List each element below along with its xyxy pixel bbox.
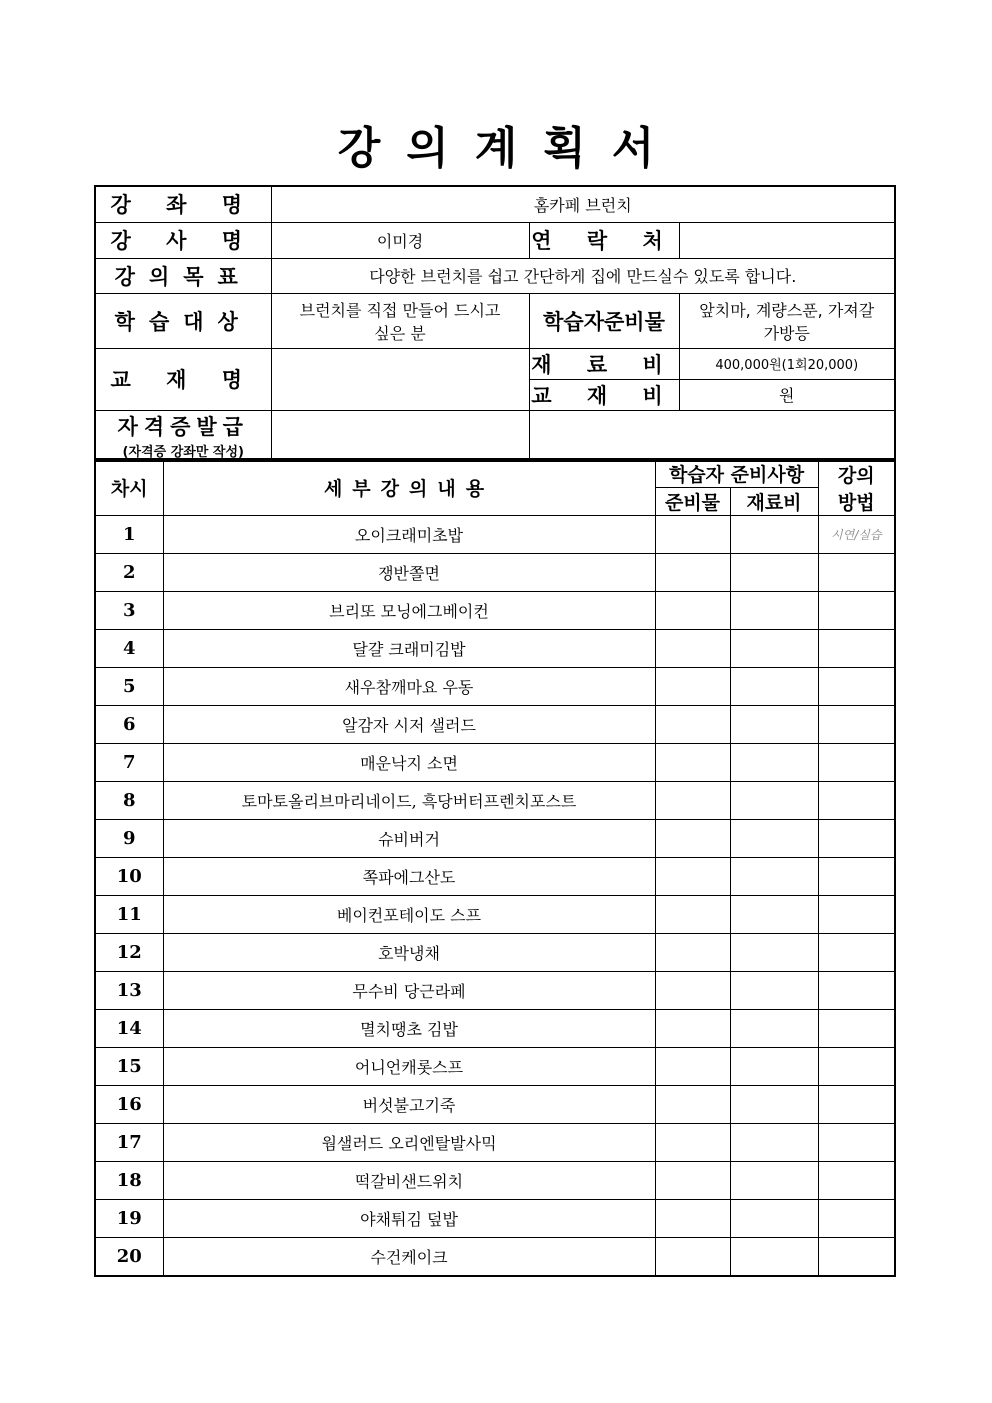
table-row [95,934,895,972]
table-row [95,1200,895,1238]
material-fee-cell [730,1124,818,1162]
goal-value: 다양한 브런치를 쉽고 간단하게 집에 만드실수 있도록 합니다. [271,258,895,293]
session-number: 19 [95,1200,163,1238]
material-fee-cell [730,934,818,972]
table-row [95,744,895,782]
method-cell [818,1238,895,1276]
textbook-value [271,348,529,410]
prep-items-cell [655,934,730,972]
lecture-content: 웜샐러드 오리엔탈발사믹 [163,1124,655,1162]
session-header: 차시 [95,459,163,516]
prep-items-cell [655,782,730,820]
table-row [95,782,895,820]
content-header: 세부강의내용 [163,459,655,516]
table-row [95,972,895,1010]
material-fee-header: 재료비 [730,488,818,516]
learner-prep-header: 학습자 준비사항 [655,459,818,488]
cert-sub-label: (자격증 강좌만 작성) [122,444,244,460]
material-fee-cell [730,1048,818,1086]
table-row [95,1010,895,1048]
material-fee-cell [730,1200,818,1238]
lecture-content: 무수비 당근라페 [163,972,655,1010]
lecture-content: 버섯불고기죽 [163,1086,655,1124]
instructor-label: 강 사 명 [95,222,271,258]
instructor-value: 이미경 [271,222,529,258]
prep-items-cell [655,706,730,744]
session-number: 2 [95,554,163,592]
session-number: 7 [95,744,163,782]
method-cell [818,1124,895,1162]
table-row [95,516,895,554]
target-value [271,293,529,348]
lecture-content: 호박냉채 [163,934,655,972]
cert-value [271,410,529,461]
material-fee-cell [730,972,818,1010]
lecture-content: 매운낙지 소면 [163,744,655,782]
table-row [95,554,895,592]
prep-items-cell [655,1238,730,1276]
material-fee-cell [730,592,818,630]
prep-items-cell [655,744,730,782]
cert-label: 자격증발급 [117,414,249,439]
cert-value-extra [529,410,895,461]
lecture-content: 오이크래미초밥 [163,516,655,554]
session-number: 5 [95,668,163,706]
prep-items-cell [655,592,730,630]
table-row [95,858,895,896]
lecture-content: 달걀 크래미김밥 [163,630,655,668]
lecture-plan-table [94,458,896,1277]
table-row [95,706,895,744]
contact-value [679,222,895,258]
prep-value [679,293,895,348]
material-fee-cell [730,858,818,896]
prep-items-cell [655,858,730,896]
material-fee-cell [730,630,818,668]
lecture-content: 어니언캐롯스프 [163,1048,655,1086]
table-row [95,1124,895,1162]
method-cell [818,554,895,592]
prep-items-cell [655,668,730,706]
method-header [818,459,895,516]
prep-items-cell [655,820,730,858]
material-fee-label: 재 료 비 [529,348,679,379]
prep-value-line2: 가방등 [763,323,810,343]
table-row [95,820,895,858]
method-cell [818,706,895,744]
prep-items-cell [655,1048,730,1086]
method-cell [818,630,895,668]
material-fee-cell [730,744,818,782]
target-label: 학습대상 [95,293,271,348]
lecture-content: 브리또 모닝에그베이컨 [163,592,655,630]
table-row [95,1048,895,1086]
session-number: 12 [95,934,163,972]
lecture-content: 수건케이크 [163,1238,655,1276]
material-fee-cell [730,706,818,744]
textbook-fee-value: 원 [679,379,895,410]
prep-items-cell [655,1010,730,1048]
session-number: 10 [95,858,163,896]
prep-items-cell [655,1162,730,1200]
target-value-line2: 싶은 분 [374,323,426,343]
page-title: 강의계획서 [337,123,681,174]
method-cell [818,1086,895,1124]
lecture-content: 야채튀김 덮밥 [163,1200,655,1238]
material-fee-cell [730,1086,818,1124]
session-number: 18 [95,1162,163,1200]
contact-label: 연 락 처 [529,222,679,258]
material-fee-cell [730,516,818,554]
prep-items-cell [655,1086,730,1124]
material-fee-cell [730,1162,818,1200]
lecture-content: 떡갈비샌드위치 [163,1162,655,1200]
session-number: 16 [95,1086,163,1124]
method-cell [818,858,895,896]
prep-items-cell [655,1124,730,1162]
table-row [95,1086,895,1124]
table-row [95,896,895,934]
lecture-content: 쟁반쫄면 [163,554,655,592]
cert-label-cell [95,410,271,461]
material-fee-cell [730,1238,818,1276]
goal-label: 강의목표 [95,258,271,293]
material-fee-cell [730,554,818,592]
material-fee-value: 400,000원(1회20,000) [679,348,895,379]
lecture-content: 토마토올리브마리네이드, 흑당버터프렌치포스트 [163,782,655,820]
prep-label: 학습자준비물 [529,293,679,348]
session-number: 14 [95,1010,163,1048]
session-number: 4 [95,630,163,668]
table-row [95,630,895,668]
session-number: 15 [95,1048,163,1086]
prep-items-cell [655,896,730,934]
material-fee-cell [730,896,818,934]
table-row [95,592,895,630]
session-number: 17 [95,1124,163,1162]
session-number: 3 [95,592,163,630]
prep-items-cell [655,516,730,554]
method-cell: 시연/실습 [818,516,895,554]
session-number: 11 [95,896,163,934]
table-row [95,1238,895,1276]
prep-items-cell [655,630,730,668]
method-cell [818,1010,895,1048]
method-cell [818,1048,895,1086]
method-cell [818,1200,895,1238]
method-cell [818,782,895,820]
lecture-content: 알감자 시저 샐러드 [163,706,655,744]
method-cell [818,934,895,972]
lecture-content: 멸치땡초 김밥 [163,1010,655,1048]
session-number: 1 [95,516,163,554]
material-fee-cell [730,668,818,706]
prep-items-cell [655,1200,730,1238]
session-number: 6 [95,706,163,744]
lecture-content: 베이컨포테이도 스프 [163,896,655,934]
table-row [95,668,895,706]
session-number: 13 [95,972,163,1010]
session-number: 8 [95,782,163,820]
method-cell [818,896,895,934]
prep-items-cell [655,554,730,592]
course-name-label: 강 좌 명 [95,186,271,222]
material-fee-cell [730,782,818,820]
table-row [95,1162,895,1200]
prep-value-line1: 앞치마, 계량스푼, 가져갈 [699,300,875,320]
target-value-line1: 브런치를 직접 만들어 드시고 [299,300,501,320]
method-cell [818,972,895,1010]
lecture-content: 새우참깨마요 우동 [163,668,655,706]
lecture-content: 쪽파에그산도 [163,858,655,896]
course-info-table [94,185,896,462]
course-name-value: 홈카페 브런치 [271,186,895,222]
method-cell [818,1162,895,1200]
method-header-line1: 강의 [837,464,875,487]
material-fee-cell [730,820,818,858]
textbook-fee-label: 교 재 비 [529,379,679,410]
lecture-content: 슈비버거 [163,820,655,858]
method-header-line2: 방법 [837,491,875,514]
method-cell [818,820,895,858]
session-number: 20 [95,1238,163,1276]
prep-items-cell [655,972,730,1010]
textbook-label: 교 재 명 [95,348,271,410]
prep-items-header: 준비물 [655,488,730,516]
method-cell [818,668,895,706]
method-cell [818,744,895,782]
method-cell [818,592,895,630]
session-number: 9 [95,820,163,858]
material-fee-cell [730,1010,818,1048]
